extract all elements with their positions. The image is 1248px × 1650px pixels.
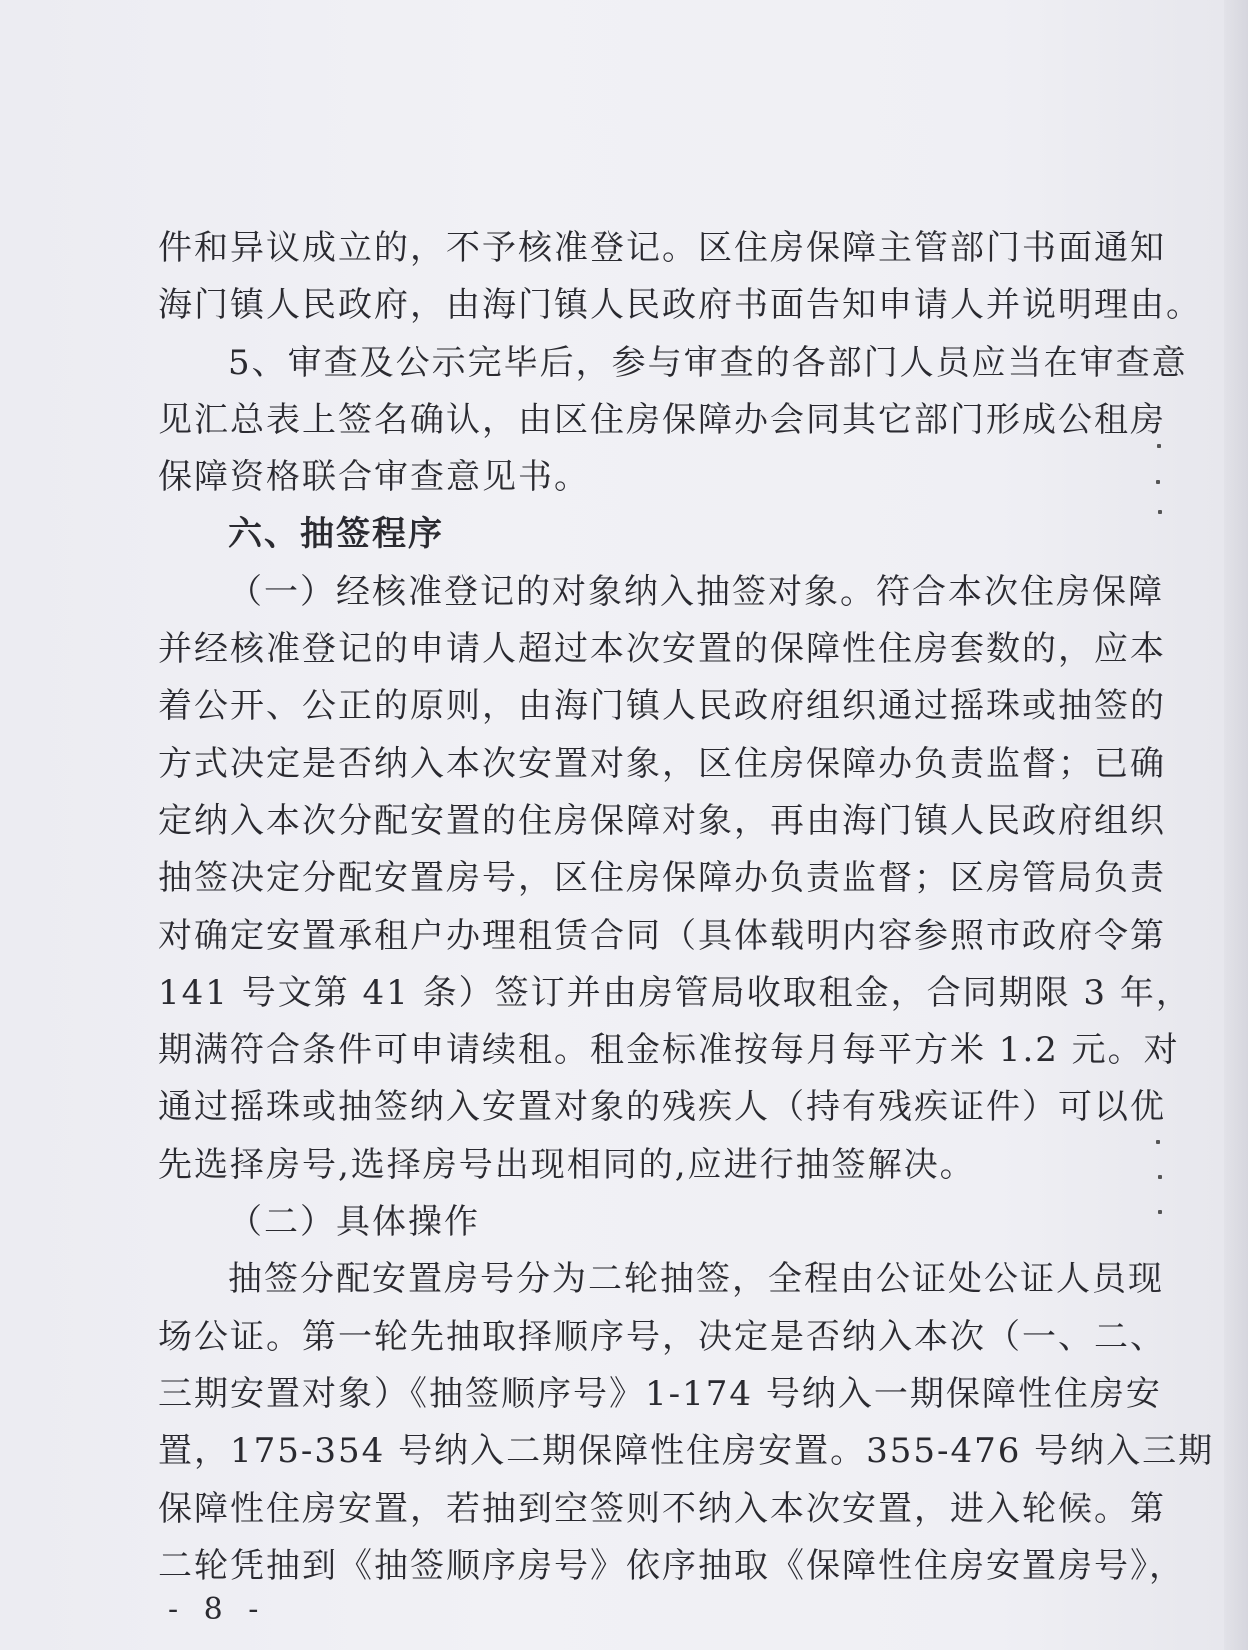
text-line: 并经核准登记的申请人超过本次安置的保障性住房套数的，应本 [158, 629, 1166, 670]
scan-speck [1157, 444, 1161, 448]
text-line: 期满符合条件可申请续租。租金标准按每月每平方米 1.2 元。对 [158, 1030, 1180, 1071]
text-line: 保障资格联合审查意见书。 [158, 457, 590, 498]
paragraph [158, 1194, 1083, 1251]
document-body [158, 220, 1215, 1595]
paragraph [158, 220, 1202, 335]
scan-speck [1158, 510, 1162, 514]
text-line: 抽签分配安置房号分为二轮抽签，全程由公证处公证人员现 [228, 1259, 1164, 1300]
page-number: - 8 - [168, 1592, 267, 1627]
text-line: 通过摇珠或抽签纳入安置对象的残疾人（持有残疾证件）可以优 [158, 1087, 1166, 1128]
subsection-heading: （二）具体操作 [228, 1202, 480, 1243]
text-line: 见汇总表上签名确认，由区住房保障办会同其它部门形成公租房 [158, 399, 1166, 440]
text-line: 着公开、公正的原则，由海门镇人民政府组织通过摇珠或抽签的 [158, 686, 1166, 727]
scan-speck [1158, 1175, 1162, 1179]
text-line: 保障性住房安置，若抽到空签则不纳入本次安置，进入轮候。第 [158, 1488, 1166, 1529]
text-line: 先选择房号,选择房号出现相同的,应进行抽签解决。 [158, 1144, 976, 1185]
scan-speck [1156, 1140, 1160, 1144]
section-heading: 六、抽签程序 [228, 514, 444, 555]
text-line: 海门镇人民政府，由海门镇人民政府书面告知申请人并说明理由。 [158, 285, 1202, 326]
paragraph [158, 335, 1188, 507]
text-line: （一）经核准登记的对象纳入抽签对象。符合本次住房保障 [228, 571, 1164, 612]
text-line: 对确定安置承租户办理租赁合同（具体载明内容参照市政府令第 [158, 915, 1166, 956]
paragraph [158, 564, 1192, 1194]
scan-speck [1158, 1210, 1162, 1214]
text-line: 三期安置对象）《抽签顺序号》1-174 号纳入一期保障性住房安 [158, 1373, 1162, 1414]
page-edge-shadow [1224, 0, 1248, 1650]
scan-speck [1156, 480, 1160, 484]
text-line: 件和异议成立的，不予核准登记。区住房保障主管部门书面通知 [158, 228, 1166, 268]
text-line: 场公证。第一轮先抽取择顺序号，决定是否纳入本次（一、二、 [158, 1316, 1166, 1357]
text-line: 5、审查及公示完毕后，参与审查的各部门人员应当在审查意 [228, 342, 1188, 383]
text-line: 141 号文第 41 条）签订并由房管局收取租金，合同期限 3 年， [158, 972, 1192, 1013]
text-line: 方式决定是否纳入本次安置对象，区住房保障办负责监督；已确 [158, 743, 1166, 784]
text-line: 二轮凭抽到《抽签顺序房号》依序抽取《保障性住房安置房号》， [158, 1545, 1185, 1586]
text-line: 抽签决定分配安置房号，区住房保障办负责监督；区房管局负责 [158, 858, 1166, 899]
paragraph [158, 1251, 1215, 1595]
text-line: 定纳入本次分配安置的住房保障对象，再由海门镇人民政府组织 [158, 800, 1166, 841]
text-line: 置，175-354 号纳入二期保障性住房安置。355-476 号纳入三期 [158, 1431, 1215, 1472]
